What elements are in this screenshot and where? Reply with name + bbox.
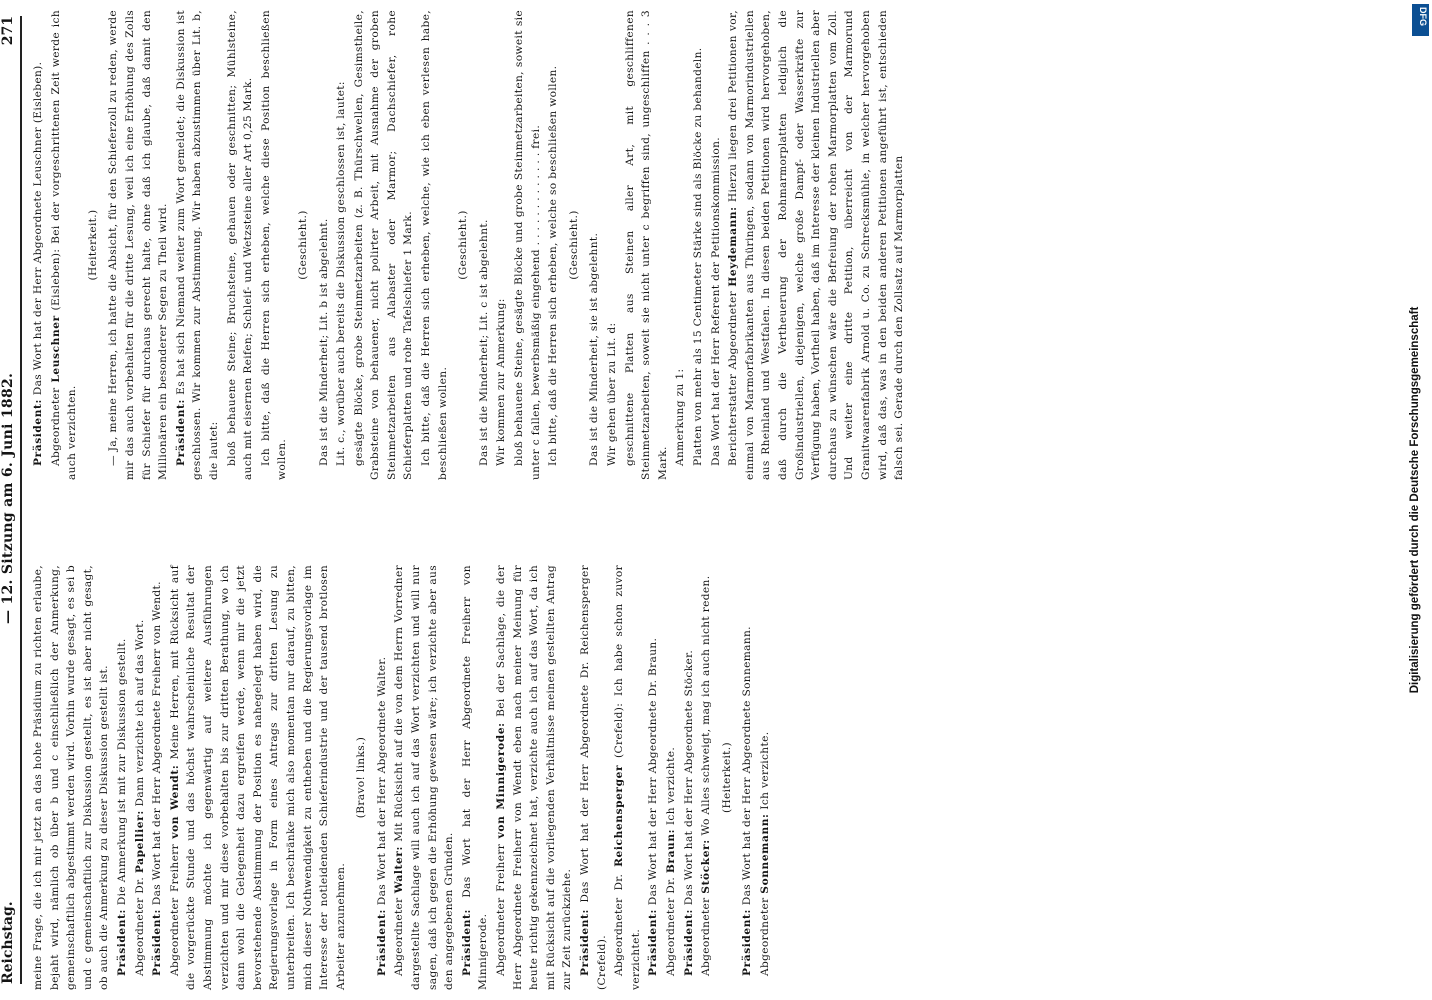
- text-column-left: [30, 565, 775, 990]
- paragraph: (Geschieht.): [296, 210, 309, 280]
- page-number: 271: [0, 16, 16, 46]
- paragraph: Ich bitte, daß die Herren sich erheben, welche, wie ich eben verlesen habe, beschließen wollen.: [420, 10, 449, 480]
- paragraph: meine Frage, die ich mir jetzt an das hohe Präsidium zu richten erlaube, bejaht wird, nämlich ob über b und c einschließlich der Anmerkung, gemeinschaftlich abgestimmt werden wird. Vorhin wurde gesagt, es sei b und c gemeinschaftlich zur Diskussion gestellt, es ist aber nicht gesagt, ob auch die Anmerkung zu dieser Diskussion gestellt ist.: [32, 565, 111, 990]
- paragraph: Das ist die Minderheit; Lit. c ist abgelehnt.: [477, 219, 490, 466]
- paragraph: Ich bitte, daß die Herren sich erheben, welche so beschließen wollen.: [547, 65, 560, 466]
- paragraph: (Geschieht.): [457, 210, 470, 280]
- paragraph: Platten von mehr als 15 Centimeter Stärke sind als Blöcke zu behandeln.: [691, 47, 704, 466]
- paragraph: Präsident: Das Wort hat der Herr Abgeordnete Freiherr von Wendt.: [151, 581, 164, 976]
- paragraph: (Geschieht.): [567, 210, 580, 280]
- paragraph: Wir kommen zur Anmerkung:: [495, 298, 508, 466]
- paragraph: Wir gehen über zu Lit. d:: [606, 322, 618, 466]
- paragraph: geschnittene Platten aus Steinen aller Art, mit geschliffenen Steinmetzarbeiten, soweit sie nicht unter c begriffen sind, ungeschliffen . . . 3 Mark.: [623, 10, 669, 480]
- paragraph: Ich bitte, daß die Herren sich erheben, welche diese Position beschließen wollen.: [259, 10, 289, 480]
- paragraph: Abgeordneter Freiherr von Wendt: Meine Herren, mit Rücksicht auf die vorgerückte Stunde und das höchst wahrscheinliche Resultat der Abstimmung möchte ich gegenwärtig auf weitere Ausführungen verzichten und mir diese vorbehalten bis zur dritten Berathung, wo ich dann wohl die Gelegenheit dazu ergreifen werde, wenn mir die jetzt bevorstehende Abstimmung der Position es nahegelegt haben wird, die Regierungsvorlage in Form eines Antrags zur dritten Lesung zu unterbreiten. Ich beschränke mich also momentan nur darauf, zu bitten, mich dieser Nothwendigkeit zu entheben und die Regierungsvorlage im Interesse der notleidenden Schieferindustrie und der tausend brotlosen Arbeiter anzunehmen.: [168, 565, 347, 990]
- paragraph: Abgeordneter Leuschner (Eisleben): Bei der vorgeschrittenen Zeit werde ich auch verzichten.: [49, 10, 79, 480]
- paragraph: Präsident: Das Wort hat der Herr Abgeordnete Stöcker.: [682, 649, 695, 976]
- paragraph: Präsident: Die Anmerkung ist mit zur Diskussion gestellt.: [115, 638, 128, 976]
- dfg-logo-text: DFG: [1418, 7, 1428, 26]
- paragraph: Abgeordneter Dr. Braun: Ich verzichte.: [664, 746, 677, 976]
- paragraph: — Ja, meine Herren, ich hatte die Absicht, für den Schieferzoll zu reden, werde mir das auch vorbehalten für die dritte Lesung, weil ich eine Erhöhung des Zolls für Schiefer für durchaus gerecht halte, ohne daß ich glaube, daß damit den Millionären ein besonderer Segen zu Theil wird.: [107, 10, 170, 480]
- paragraph: (Bravo! links.): [355, 736, 368, 819]
- dfg-logo: [1412, 4, 1429, 36]
- paragraph: Präsident: Das Wort hat der Herr Abgeordnete Dr. Braun.: [647, 637, 660, 976]
- paragraph: Abgeordneter Stöcker: Wo Alles schweigt, mag ich auch nicht reden.: [700, 575, 713, 976]
- paragraph: Präsident: Das Wort hat der Herr Abgeordnete Dr. Reichensperger (Crefeld).: [579, 565, 608, 990]
- paragraph: Lit. c., worüber auch bereits die Diskussion geschlossen ist, lautet:: [335, 81, 348, 466]
- paragraph: Abgeordneter Dr. Papellier: Dann verzichte ich auf das Wort.: [133, 619, 146, 976]
- paragraph: Das ist die Minderheit; Lit. b ist abgelehnt.: [317, 218, 330, 466]
- paragraph: bloß behauene Steine, gesägte Blöcke und grobe Steinmetzarbeiten, soweit sie unter c fallen, bewerbsmäßig eingehend . . . . . . . . . . . . . frei.: [513, 10, 542, 480]
- paragraph: Präsident: Das Wort hat der Herr Abgeordnete Sonnemann.: [741, 626, 754, 976]
- digitization-sidebar: [1391, 0, 1432, 1000]
- paragraph: Präsident: Es hat sich Niemand weiter zum Wort gemeldet; die Diskussion ist geschlossen. Wir kommen zur Abstimmung. Wir haben abzustimmen über Lit. b, die lautet:: [174, 10, 220, 480]
- paragraph: (Heiterkeit.): [86, 209, 99, 281]
- paragraph: gesägte Blöcke, grobe Steinmetzarbeiten (z. B. Thürschwellen, Gesimstheile, Grabsteine von behauener, nicht polirter Arbeit, mit Ausnahme der groben Steinmetzarbeiten aus Alabaster oder Marmor; Dachschiefer, rohe Schieferplatten und rohe Tafelschiefer 1 Mark.: [352, 10, 415, 480]
- text-column-right: [30, 10, 909, 480]
- paragraph: Präsident: Das Wort hat der Herr Abgeordnete Freiherr von Minnigerode.: [460, 565, 490, 990]
- paragraph: Abgeordneter Dr. Reichensperger (Crefeld): Ich habe schon zuvor verzichtet.: [613, 565, 642, 990]
- paragraph: Das ist die Minderheit, sie ist abgelehnt.: [588, 232, 601, 466]
- paragraph: Abgeordneter Sonnemann: Ich verzichte.: [758, 731, 771, 976]
- paragraph: Abgeordneter Walter: Mit Rücksicht auf die von dem Herrn Vorredner dargestellte Sachlage will auch ich auf das Wort verzichten und will nur sagen, daß ich gegen die Erhöhung gewesen wäre; ich verzichte aber aus den angegebenen Gründen.: [393, 565, 456, 990]
- paragraph: bloß behauene Steine; Bruchsteine, gehauen oder geschnitten; Mühlsteine, auch mit eisernen Reifen; Schleif- und Wetzsteine aller Art 0,25 Mark.: [225, 10, 255, 480]
- paragraph: Abgeordneter Freiherr von Minnigerode: Bei der Sachlage, die der Herr Abgeordnete Freiherr von Wendt eben nach meiner Meinung für heute richtig gekennzeichnet hat, verzichte auch ich auf das Wort, da ich mit Rücksicht auf die vorliegenden Verhältnisse meinen gestellten Antrag zur Zeit zurückziehe.: [495, 565, 574, 990]
- paragraph: Präsident: Das Wort hat der Herr Abgeordnete Leuschner (Eisleben).: [32, 61, 44, 466]
- paragraph: (Heiterkeit.): [720, 742, 733, 814]
- page-header: [0, 16, 22, 984]
- digitization-credit: Digitalisierung gefördert durch die Deutsche Forschungsgemeinschaft: [1409, 306, 1421, 694]
- paragraph: Berichterstatter Abgeordneter Heydemann: Hierzu liegen drei Petitionen vor, einmal von Marmorfabrikanten aus Thüringen, sodann von Marmorindustriellen aus Rheinland und Westfalen. In diesen beiden Petitionen wird hervorgehoben, daß durch die Vertheuerung der Rohmarmorplatten lediglich die Großindustriellen, diejenigen, welche große Dampf- oder Wasserkräfte zur Verfügung haben, Vortheil haben, daß im Interesse der kleinen Industriellen aber durchaus zu wünschen wäre die Befreiung der rohen Marmorplatten vom Zoll. Und weiter eine dritte Petition, überreicht von der Marmorund Granitwaarenfabrik Arnold u. Co. zu Schrecksmühle, in welcher hervorgehoben wird, daß das, was in den beiden anderen Petitionen angeführt ist, entschieden falsch sei. Gerade durch den Zollsatz auf Marmorplatten: [727, 10, 906, 480]
- paragraph: Präsident: Das Wort hat der Herr Abgeordnete Walter.: [375, 656, 388, 976]
- paragraph: Anmerkung zu 1:: [674, 368, 687, 466]
- header-title: — 12. Sitzung am 6. Juni 1882.: [0, 372, 16, 624]
- header-left: Reichstag.: [0, 901, 16, 984]
- paragraph: Das Wort hat der Herr Referent der Petitionskommission.: [709, 136, 722, 466]
